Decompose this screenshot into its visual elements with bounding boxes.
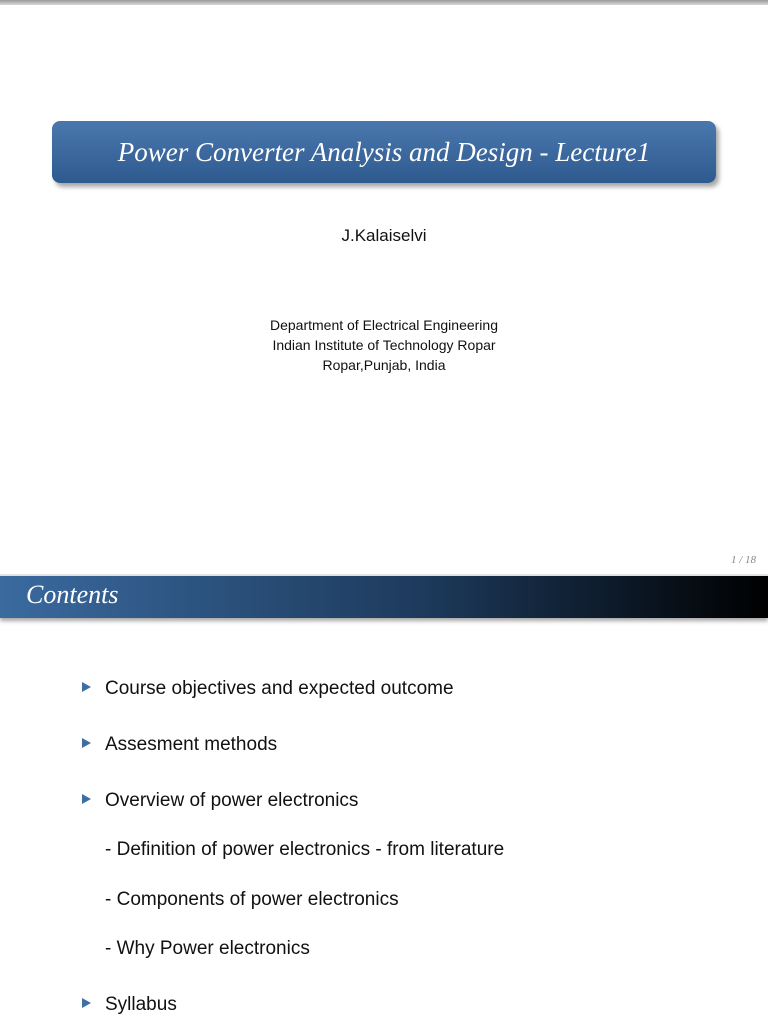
author-name: J.Kalaiselvi bbox=[341, 226, 427, 245]
bullet-triangle-icon bbox=[82, 998, 91, 1008]
contents-header-bar bbox=[0, 576, 768, 618]
bullet-triangle-icon bbox=[82, 738, 91, 748]
contents-title: Contents bbox=[26, 580, 119, 609]
sub-item-why: - Why Power electronics bbox=[105, 938, 310, 959]
bullet-triangle-icon bbox=[82, 682, 91, 692]
affiliation-line-location: Ropar,Punjab, India bbox=[322, 357, 446, 373]
list-item-overview: Overview of power electronics bbox=[82, 790, 358, 812]
affiliation bbox=[0, 315, 768, 375]
sub-item-components: - Components of power electronics bbox=[105, 889, 399, 910]
affiliation-line-institute: Indian Institute of Technology Ropar bbox=[272, 337, 496, 353]
presentation-title: Power Converter Analysis and Design - Lecture1 bbox=[117, 136, 651, 167]
affiliation-line-department: Department of Electrical Engineering bbox=[269, 317, 498, 333]
list-item-course-objectives: Course objectives and expected outcome bbox=[82, 678, 454, 700]
list-item-assessment: Assesment methods bbox=[82, 734, 277, 756]
list-item-syllabus: Syllabus bbox=[82, 994, 177, 1016]
page-number: 1 / 18 bbox=[730, 554, 756, 566]
sub-item-definition: - Definition of power electronics - from literature bbox=[105, 839, 505, 860]
bullet-triangle-icon bbox=[82, 794, 91, 804]
title-banner bbox=[52, 121, 716, 183]
title-slide bbox=[0, 5, 768, 574]
